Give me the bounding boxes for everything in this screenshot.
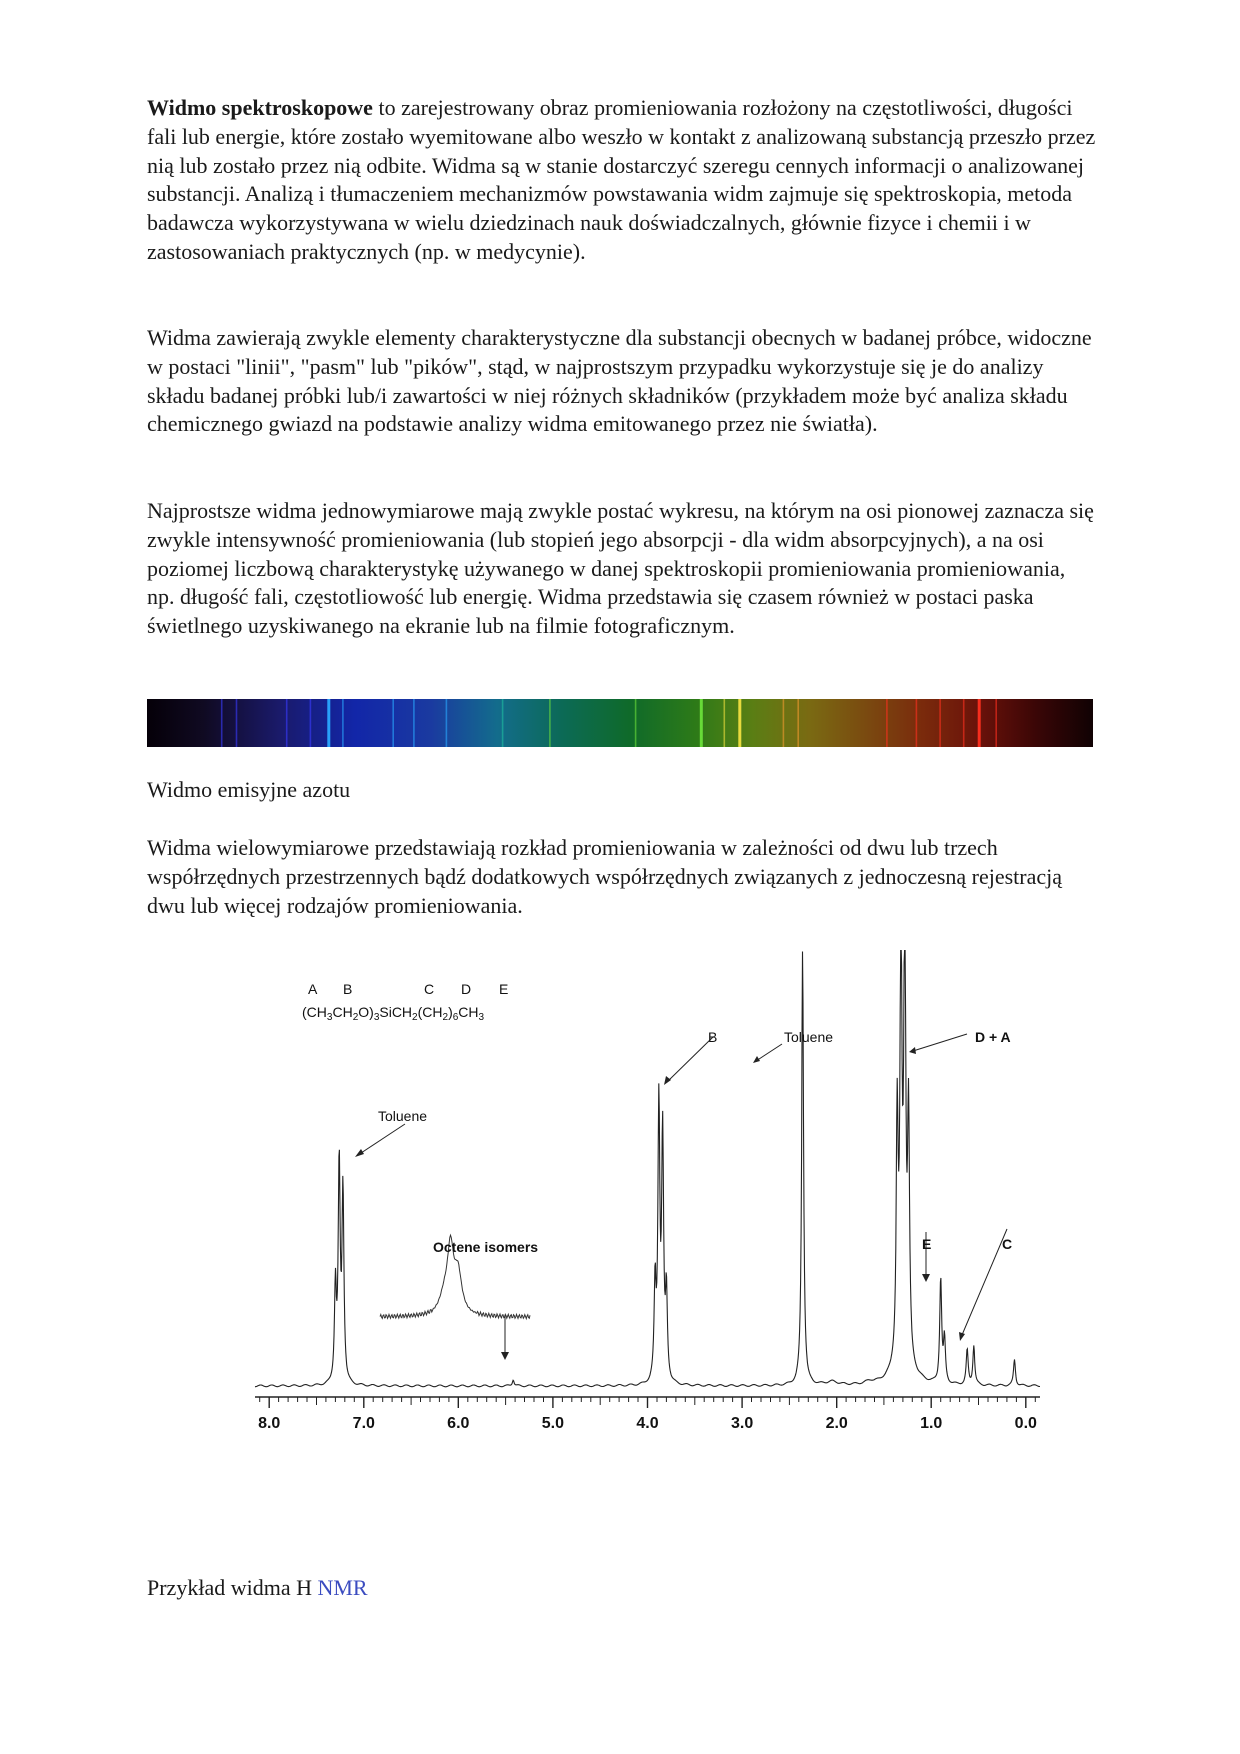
arrowhead-toluene-left	[355, 1149, 364, 1157]
caption-prefix: Przykład widma H	[147, 1575, 318, 1600]
figure-2-caption	[147, 1574, 368, 1603]
intro-term: Widmo spektroskopowe	[147, 95, 373, 120]
spectral-line	[783, 699, 785, 747]
arrow-c	[962, 1229, 1007, 1335]
paragraph-5: Widma wielowymiarowe przedstawiają rozkład promieniowania w zależności od dwu lub trzech współrzędnych przestrzennych bądź dodatkowych współrzędnych związanych z jednoczesną rejestracją dwu lub więcej rodzajów promieniowania.	[147, 835, 1063, 918]
label-toluene-left: Toluene	[378, 1108, 428, 1124]
spectral-line	[738, 699, 741, 747]
spectral-line	[963, 699, 965, 747]
arrowhead-da	[909, 1047, 916, 1054]
label-toluene-right: Toluene	[784, 1029, 834, 1045]
spectral-line	[978, 699, 981, 747]
arrowhead-b	[664, 1076, 671, 1085]
spectral-line	[724, 699, 726, 747]
paragraph-2: Widma zawierają zwykle elementy charakterystyczne dla substancji obecnych w badanej próbce, widoczne w postaci "linii", "pasm" lub "pików", stąd, w najprostszym przypadku wykorzystuje się je do analizy składu badanej próbki lub/i zawartości w niej różnych składników (przykładem może być analiza składu chemicznego gwiazd na podstawie analizy widma emitowanego przez nie światła).	[147, 325, 1092, 437]
spectral-line	[310, 699, 312, 747]
spectral-line	[342, 699, 344, 747]
arrowhead-c	[959, 1332, 965, 1341]
figure-1-caption: Widmo emisyjne azotu	[147, 777, 351, 802]
spectral-line	[916, 699, 918, 747]
formula-letters	[308, 981, 508, 997]
arrow-toluene-left	[358, 1124, 405, 1155]
spectral-line	[700, 699, 703, 747]
spectral-line	[886, 699, 888, 747]
formula-letter-d: D	[461, 981, 472, 997]
spectral-line	[327, 699, 330, 747]
nitrogen-emission-spectrum	[147, 699, 1093, 747]
spectrum-background	[147, 699, 1093, 747]
label-c: C	[1002, 1236, 1013, 1252]
x-tick-label: 3.0	[730, 1415, 754, 1432]
x-tick-label: 5.0	[541, 1415, 565, 1432]
spectral-line	[286, 699, 288, 747]
spectral-line	[995, 699, 997, 747]
label-b: B	[708, 1029, 718, 1045]
spectral-line	[236, 699, 238, 747]
label-octene-isomers: Octene isomers	[433, 1239, 539, 1255]
arrow-toluene-right	[756, 1044, 782, 1061]
formula-letter-e: E	[499, 981, 509, 997]
formula-letter-c: C	[424, 981, 435, 997]
intro-paragraph	[147, 94, 1097, 267]
x-tick-label: 7.0	[352, 1415, 375, 1432]
x-tick-label: 2.0	[825, 1415, 848, 1432]
spectral-line	[446, 699, 448, 747]
label-d-plus-a: D + A	[975, 1029, 1011, 1045]
spectral-line	[797, 699, 799, 747]
chemical-formula: $(CH_3CH_2O)_3SiCH_2(CH_2)_6CH_3$	[302, 1004, 485, 1023]
arrowhead-e	[922, 1274, 930, 1282]
arrowhead-toluene-right	[753, 1056, 760, 1063]
x-tick-label: 1.0	[920, 1415, 943, 1432]
nmr-spectrum-chart	[250, 950, 1060, 1495]
x-tick-label: 6.0	[447, 1415, 470, 1432]
spectral-line	[413, 699, 415, 747]
x-tick-label: 8.0	[258, 1415, 281, 1432]
spectral-line	[221, 699, 223, 747]
x-axis	[255, 1397, 1040, 1432]
spectral-line	[392, 699, 394, 747]
paragraph-3: Najprostsze widma jednowymiarowe mają zwykle postać wykresu, na którym na osi pionowej zaznacza się zwykle intensywność promieniowania (lub stopień jego absorpcji - dla widm absorpcyjnych), a na osi poziomej liczbową charakterystykę używanego w danej spektroskopii promieniowania promieniowania, np. długość fali, częstotliowość lub energię. Widma przedstawia się czasem również w postaci paska świetlnego uzyskiwanego na ekranie lub na filmie fotograficznym.	[147, 498, 1094, 639]
nmr-link[interactable]: NMR	[317, 1575, 368, 1600]
formula-letter-b: B	[343, 981, 353, 997]
intro-text: to zarejestrowany obraz promieniowania rozłożony na częstotliwości, długości fali lub energie, które zostało wyemitowane albo weszło w kontakt z analizowaną substancją przeszło przez nią lub zostało przez nią odbite. Widma są w stanie dostarczyć szeregu cennych informacji o analizowanej substancji. Analizą i tłumaczeniem mechanizmów powstawania widm zajmuje się spektroskopia, metoda badawcza wykorzystywana w wielu dziedzinach nauk doświadczalnych, głównie fizyce i chemii i w zastosowaniach praktycznych (np. w medycynie).	[147, 95, 1096, 264]
spectral-line	[502, 699, 504, 747]
x-tick-label: 0.0	[1014, 1415, 1037, 1432]
arrowhead-octene	[501, 1352, 509, 1360]
label-e: E	[922, 1236, 932, 1252]
spectral-line	[939, 699, 941, 747]
arrow-b	[667, 1037, 713, 1082]
formula-letter-a: A	[308, 981, 318, 997]
arrow-da	[913, 1034, 967, 1051]
x-tick-label: 4.0	[636, 1415, 659, 1432]
spectral-line	[635, 699, 637, 747]
spectral-line	[549, 699, 551, 747]
